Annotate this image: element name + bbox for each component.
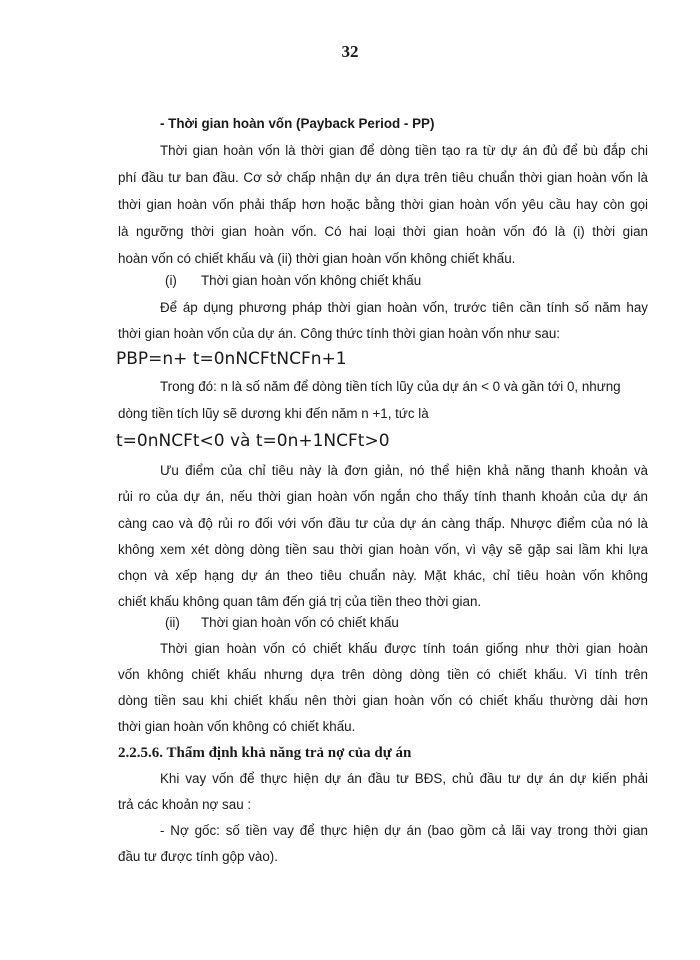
text-line: rủi ro của dự án, nếu thời gian hoàn vốn ngắn cho thấy tính thanh khoản của dự án <box>118 489 648 504</box>
text-line: càng cao và độ rủi ro đối với vốn đầu tư của dự án càng thấp. Nhược điểm của nó là <box>118 516 648 531</box>
text-line: hoàn vốn có chiết khấu và (ii) thời gian hoàn vốn không chiết khấu. <box>118 251 516 266</box>
text-line: - Nợ gốc: số tiền vay để thực hiện dự án (bao gồm cả lãi vay trong thời gian <box>160 823 648 838</box>
text-line: thời gian hoàn vốn không có chiết khấu. <box>118 719 356 734</box>
list-item-text: Thời gian hoàn vốn không chiết khấu <box>201 273 422 288</box>
text-line: Ưu điểm của chỉ tiêu này là đơn giản, nó thể hiện khả năng thanh khoản và <box>160 463 648 478</box>
text-line: dòng tiền tích lũy sẽ dương khi đến năm n +1, tức là <box>118 406 429 421</box>
page-number: 32 <box>341 42 359 61</box>
text-line: Thời gian hoàn vốn là thời gian để dòng tiền tạo ra từ dự án đủ để bù đắp chi <box>160 143 648 158</box>
section-title-payback: - Thời gian hoàn vốn (Payback Period - PP) <box>160 116 435 131</box>
list-item-label: (ii) <box>165 615 180 630</box>
text-line: đầu tư được tính gộp vào). <box>118 849 278 864</box>
text-line: trả các khoản nợ sau : <box>118 797 252 812</box>
text-line: là ngưỡng thời gian hoàn vốn. Có hai loại thời gian hoàn vốn đó là (i) thời gian <box>118 224 648 239</box>
list-item-i <box>165 272 695 290</box>
text-line: Thời gian hoàn vốn có chiết khấu được tính toán giống như thời gian hoàn <box>160 641 648 656</box>
text-line: chiết khấu không quan tâm đến giá trị của tiền theo thời gian. <box>118 594 482 609</box>
text-line: phí đầu tư ban đầu. Cơ sở chấp nhận dự án dựa trên tiêu chuẩn thời gian hoàn vốn là <box>118 170 648 185</box>
list-item-ii <box>165 614 695 632</box>
formula-pbp: PBP=n+ t=0nNCFtNCFn+1 <box>116 349 347 369</box>
text-line: không xem xét dòng dòng tiền sau thời gian hoàn vốn, vì vậy sẽ gặp sai lầm khi lựa <box>118 542 648 557</box>
text-line: chọn và xếp hạng dự án theo tiêu chuẩn này. Mặt khác, chỉ tiêu hoàn vốn không <box>118 568 648 583</box>
text-line: Để áp dụng phương pháp thời gian hoàn vốn, trước tiên cần tính số năm hay <box>160 300 648 315</box>
text-line: thời gian hoàn vốn của dự án. Công thức tính thời gian hoàn vốn như sau: <box>118 326 561 341</box>
text-line: Khi vay vốn để thực hiện dự án đầu tư BĐS, chủ đầu tư dự án dự kiến phải <box>160 771 648 786</box>
formula-condition: t=0nNCFt<0 và t=0n+1NCFt>0 <box>116 431 390 451</box>
text-line: vốn không chiết khấu nhưng dựa trên dòng dòng tiền có chiết khấu. Vì tính trên <box>118 667 648 682</box>
list-item-text: Thời gian hoàn vốn có chiết khấu <box>201 615 399 630</box>
text-line: Trong đó: n là số năm để dòng tiền tích lũy của dự án < 0 và gần tới 0, nhưng <box>160 379 621 394</box>
section-heading-debt: 2.2.5.6. Thẩm định khả năng trả nợ của dự án <box>118 745 412 761</box>
text-line: dòng tiền sau khi chiết khấu nên thời gian hoàn vốn có chiết khấu thường dài hơn <box>118 693 648 708</box>
list-item-label: (i) <box>165 273 177 288</box>
text-line: thời gian hoàn vốn phải thấp hơn hoặc bằng thời gian hoàn vốn yêu cầu hay còn gọi <box>118 197 648 212</box>
